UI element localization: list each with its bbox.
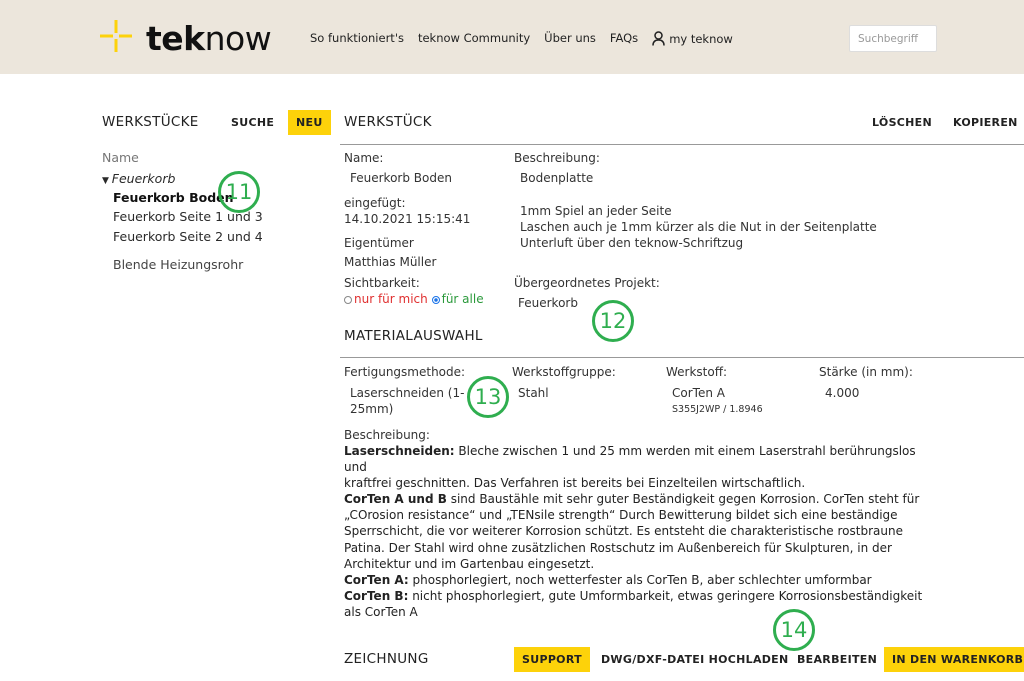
support-button[interactable]: SUPPORT <box>514 647 590 672</box>
method-label: Fertigungsmethode: <box>344 365 466 379</box>
method-value-cont[interactable]: 25mm) <box>350 402 394 416</box>
divider <box>340 144 1024 145</box>
description-label: Beschreibung: <box>514 151 600 165</box>
search-button[interactable]: SUCHE <box>231 116 275 129</box>
workpiece-title: WERKSTÜCK <box>344 114 432 130</box>
material-title: MATERIALAUSWAHL <box>344 328 483 344</box>
corten-description: CorTen A und B sind Baustähle mit sehr guter Beständigkeit gegen Korrosion. CorTen steht für „COrosion resistance“ und „TENsile strength“ Durch Bewitterung bildet sich eine beständige Sperrschicht, die vor weiterer Korrosion schützt. Es entsteht die charakteristische rostbraune Patina. Der Stahl wird ohne zusätzlichen Rostschutz im Außenbereich für Skulpturen, in der Architektur und im Gartenbau eingesetzt. CorTen A: phosphorlegiert, noch wetterfester als CorTen B, aber schlechter umformbar CorTen B: nicht phosphorlegiert, gute Umformbarkeit, etwas geringere Korrosionsbeständigkeit als CorTen A <box>344 492 923 620</box>
visibility-radio-group <box>344 292 484 306</box>
search-input[interactable]: Suchbegriff <box>849 25 937 52</box>
radio-checked-icon <box>432 296 440 304</box>
drawing-title: ZEICHNUNG <box>344 651 429 667</box>
visibility-private-option[interactable]: nur für mich <box>344 292 428 306</box>
material-group-value[interactable]: Stahl <box>518 386 549 400</box>
workpieces-title: WERKSTÜCKE <box>102 114 199 130</box>
visibility-public-option[interactable]: für alle <box>432 292 484 306</box>
method-value[interactable]: Laserschneiden (1- <box>350 386 465 400</box>
material-code: S355J2WP / 1.8946 <box>672 404 763 415</box>
owner-value: Matthias Müller <box>344 255 437 269</box>
callout-marker: 11 <box>218 171 260 213</box>
visibility-label: Sichtbarkeit: <box>344 276 420 290</box>
tree-item-selected[interactable]: Feuerkorb Boden <box>113 190 234 205</box>
logo-wordmark: teknow <box>146 19 272 58</box>
tree-item[interactable]: Feuerkorb Seite 1 und 3 <box>113 209 263 224</box>
divider <box>340 357 1024 358</box>
thickness-label: Stärke (in mm): <box>819 365 913 379</box>
thickness-value[interactable]: 4.000 <box>825 386 860 400</box>
add-to-cart-button[interactable]: IN DEN WARENKORB <box>884 647 1024 672</box>
material-label: Werkstoff: <box>666 365 728 379</box>
callout-marker: 13 <box>467 376 509 418</box>
callout-marker: 12 <box>592 300 634 342</box>
main-nav <box>310 31 761 46</box>
folder-feuerkorb[interactable]: ▼ Feuerkorb <box>102 171 176 186</box>
caret-down-icon: ▼ <box>102 176 112 186</box>
nav-faqs[interactable]: FAQs <box>609 31 639 45</box>
material-group-label: Werkstoffgruppe: <box>512 365 616 379</box>
copy-button[interactable]: KOPIEREN <box>953 116 1018 129</box>
user-icon <box>652 31 665 46</box>
material-description-label: Beschreibung: <box>344 428 430 442</box>
parent-project-label: Übergeordnetes Projekt: <box>514 276 660 290</box>
description-line[interactable]: Unterluft über den teknow-Schriftzug <box>520 236 744 250</box>
callout-marker: 14 <box>773 609 815 651</box>
upload-dwg-button[interactable]: DWG/DXF-DATEI HOCHLADEN <box>601 653 789 666</box>
nav-about[interactable]: Über uns <box>544 31 596 45</box>
tree-item[interactable]: Blende Heizungsrohr <box>113 257 244 272</box>
description-line[interactable]: Bodenplatte <box>520 171 594 185</box>
name-value[interactable]: Feuerkorb Boden <box>350 171 452 185</box>
nav-how-it-works[interactable]: So funktioniert's <box>310 31 404 45</box>
nav-my-teknow[interactable] <box>652 31 747 46</box>
delete-button[interactable]: LÖSCHEN <box>872 116 932 129</box>
tree-item[interactable]: Feuerkorb Seite 2 und 4 <box>113 229 263 244</box>
material-value[interactable]: CorTen A <box>672 386 725 400</box>
edit-button[interactable]: BEARBEITEN <box>797 653 878 666</box>
logo-cross-icon <box>100 20 132 52</box>
my-teknow-label: my teknow <box>669 31 733 46</box>
parent-project-value[interactable]: Feuerkorb <box>518 296 578 310</box>
name-column-header: Name <box>102 150 139 165</box>
description-line[interactable]: Laschen auch je 1mm kürzer als die Nut in der Seitenplatte <box>520 220 877 234</box>
new-button[interactable]: NEU <box>288 110 331 135</box>
laser-description: Laserschneiden: Bleche zwischen 1 und 25 mm werden mit einem Laserstrahl berührungslos und kraftfrei geschnitten. Das Verfahren ist bereits bei Einzelteilen wirtschaftlich. <box>344 444 916 491</box>
nav-community[interactable]: teknow Community <box>417 31 531 45</box>
owner-label: Eigentümer <box>344 236 414 250</box>
name-label: Name: <box>344 151 384 165</box>
inserted-label: eingefügt: <box>344 196 406 210</box>
inserted-value: 14.10.2021 15:15:41 <box>344 212 471 226</box>
top-header <box>0 0 1024 74</box>
radio-unchecked-icon <box>344 296 352 304</box>
description-line[interactable]: 1mm Spiel an jeder Seite <box>520 204 672 218</box>
